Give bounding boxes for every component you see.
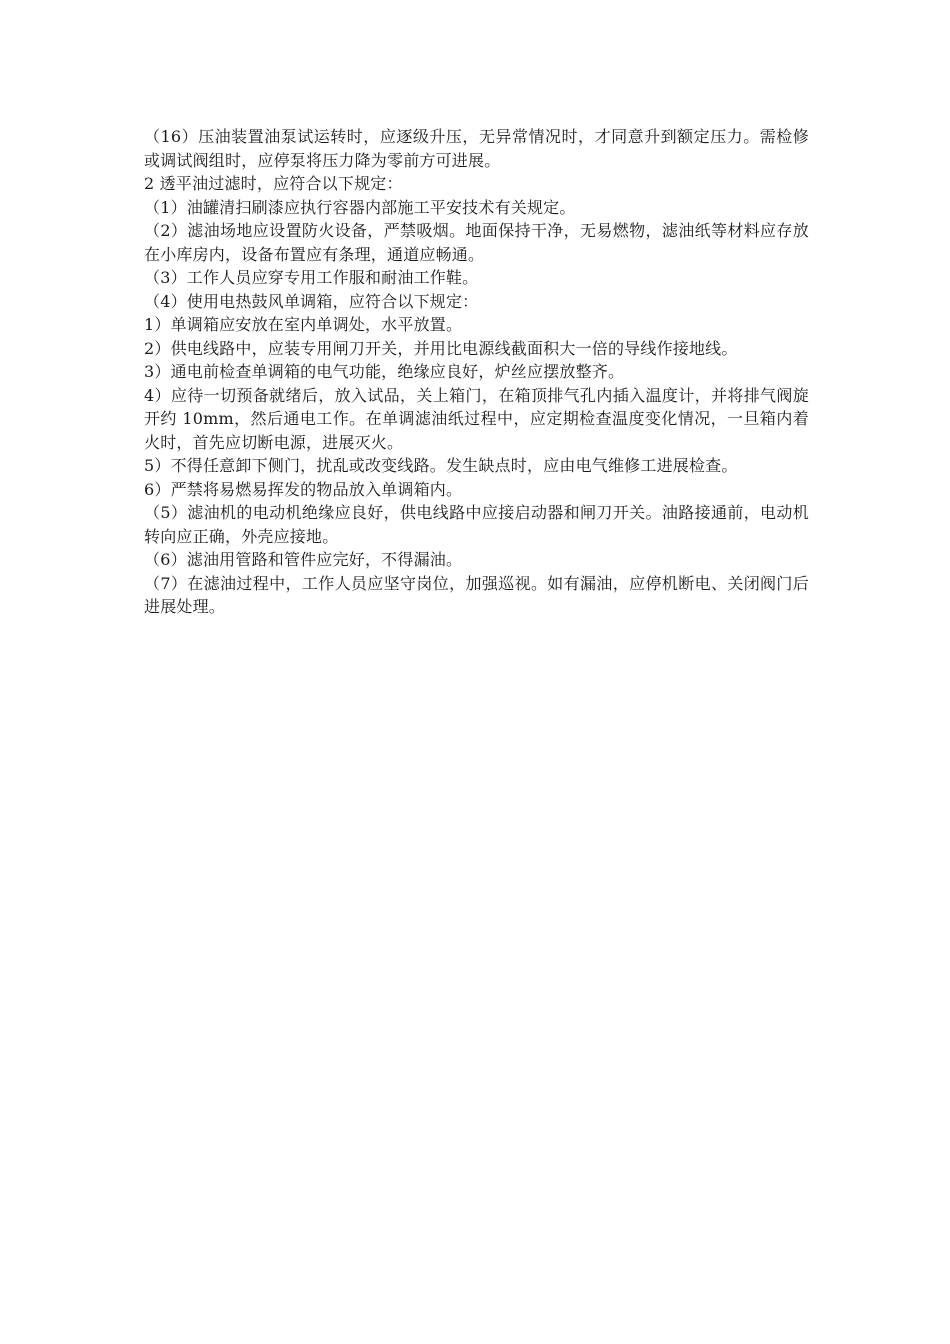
paragraph-filter-site: （2）滤油场地应设置防火设备，严禁吸烟。地面保持干净，无易燃物，滤油纸等材料应存放在小库房内，设备布置应有条理，通道应畅通。 xyxy=(144,221,809,264)
paragraph-oil-filter-heading: 2 透平油过滤时，应符合以下规定： xyxy=(144,174,403,193)
paragraph-supervision: （7）在滤油过程中，工作人员应坚守岗位，加强巡视。如有漏油，应停机断电、关闭阀门后进展处理。 xyxy=(144,573,809,616)
paragraph-work-clothing: （3）工作人员应穿专用工作服和耐油工作鞋。 xyxy=(144,268,479,287)
paragraph-oven-operation: 4）应待一切预备就绪后，放入试品，关上箱门，在箱顶排气孔内插入温度计，并将排气阀旋开约 10mm，然后通电工作。在单调滤油纸过程中，应定期检查温度变化情况，一旦箱内着火时，首先应切断电源，进展灭火。 xyxy=(144,385,809,452)
paragraph-drying-oven: （4）使用电热鼓风单调箱，应符合以下规定： xyxy=(144,291,479,311)
paragraph-tank-painting: （1）油罐清扫刷漆应执行容器内部施工平安技术有关规定。 xyxy=(144,197,576,217)
paragraph-oven-check: 3）通电前检查单调箱的电气功能，绝缘应良好，炉丝应摆放整齐。 xyxy=(144,362,625,381)
paragraph-oven-door: 5）不得任意卸下侧门，扰乱或改变线路。发生缺点时，应由电气维修工进展检查。 xyxy=(144,456,738,475)
paragraph-oven-placement: 1）单调箱应安放在室内单调处，水平放置。 xyxy=(144,315,463,334)
paragraph-oven-flammables: 6）严禁将易燃易挥发的物品放入单调箱内。 xyxy=(144,479,463,499)
paragraph-pipes: （6）滤油用管路和管件应完好，不得漏油。 xyxy=(144,550,463,569)
paragraph-filter-motor: （5）滤油机的电动机绝缘应良好，供电线路中应接启动器和闸刀开关。油路接通前，电动机转向应正确，外壳应接地。 xyxy=(144,503,809,546)
paragraph-oven-power: 2）供电线路中，应装专用闸刀开关，并用比电源线截面积大一倍的导线作接地线。 xyxy=(144,338,738,358)
document-body xyxy=(144,125,809,619)
paragraph-pump-pressure: （16）压油装置油泵试运转时，应逐级升压，无异常情况时，才同意升到额定压力。需检修或调试阀组时，应停泵将压力降为零前方可进展。 xyxy=(144,127,809,170)
